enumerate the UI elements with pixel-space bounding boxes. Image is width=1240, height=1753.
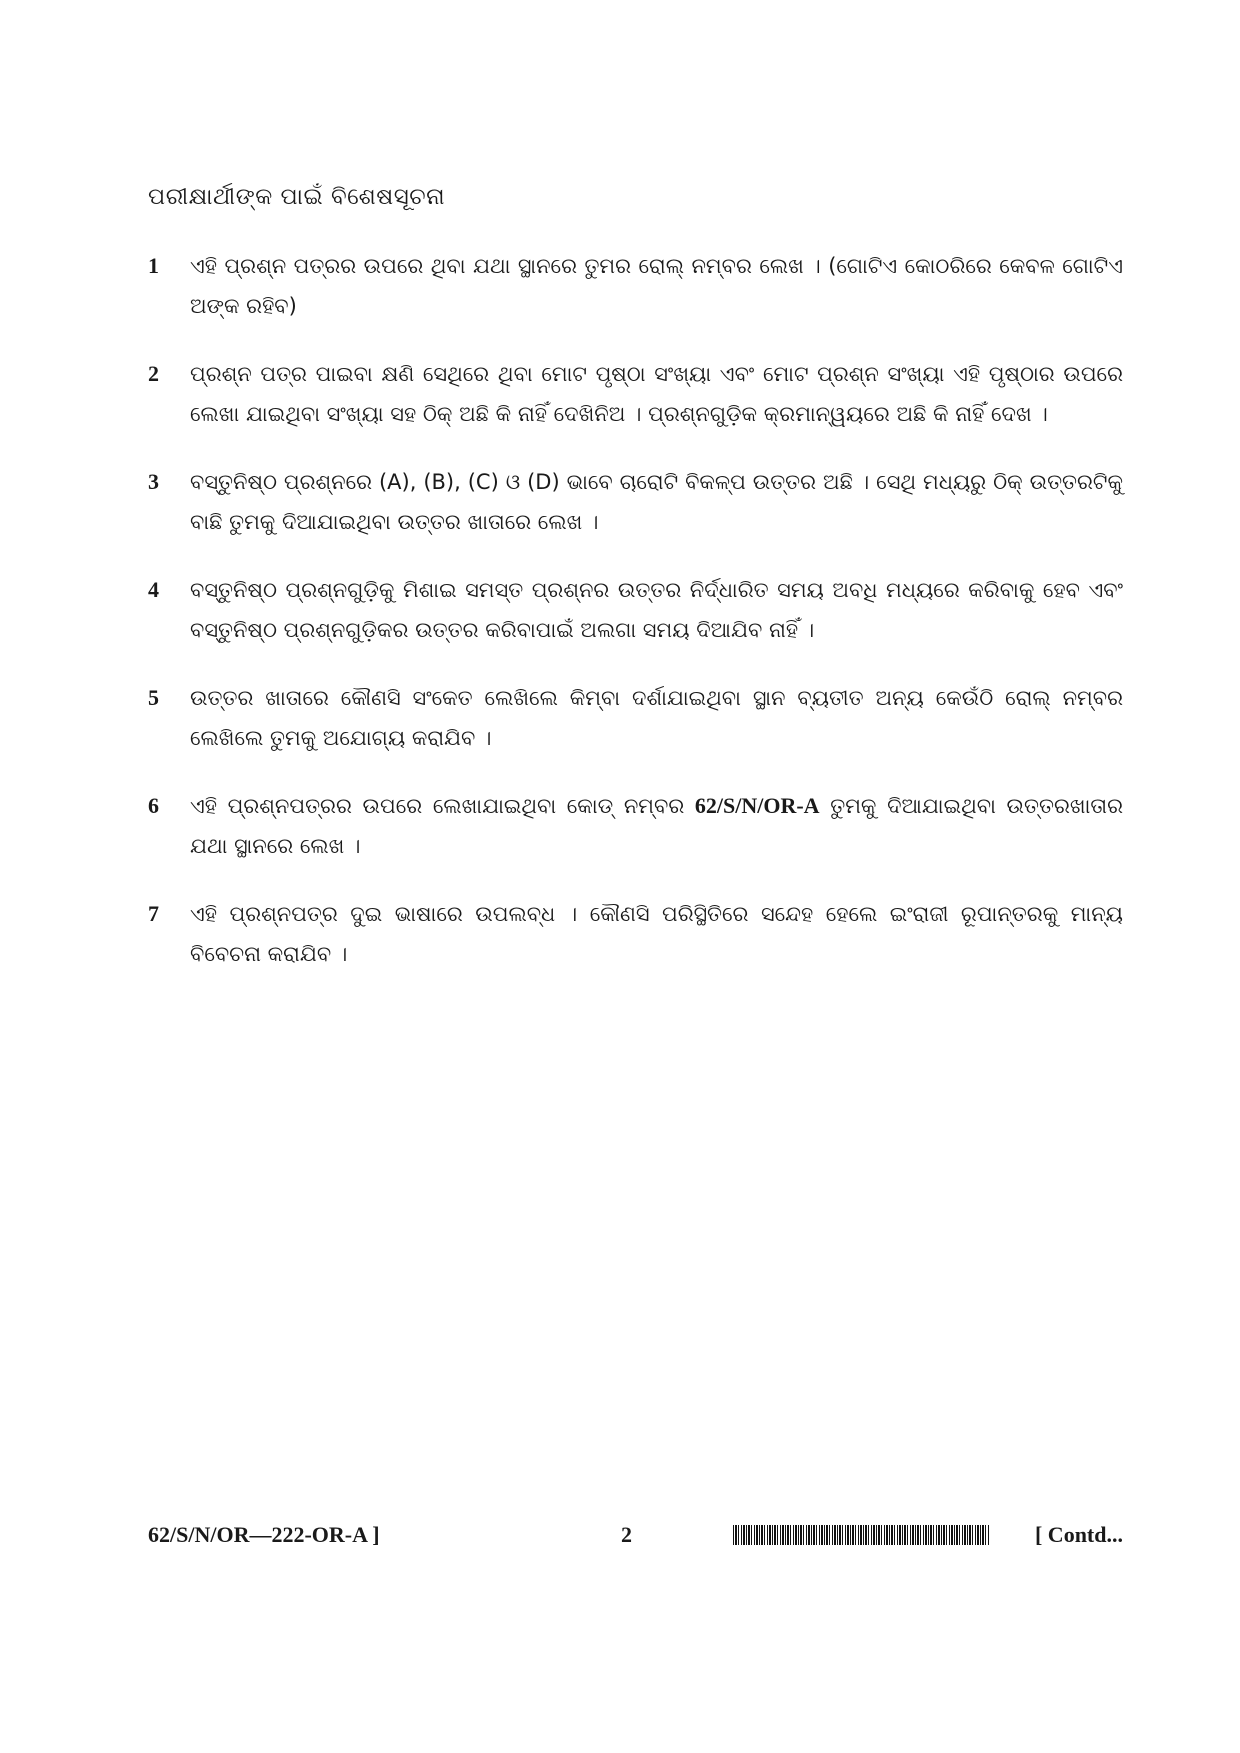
instruction-item-5 <box>148 678 1123 758</box>
instruction-item-4 <box>148 570 1123 650</box>
instruction-item-2 <box>148 354 1123 434</box>
page-heading: ପରୀକ୍ଷାର୍ଥୀଙ୍କ ପାଇଁ ବିଶେଷସୂଚନା <box>148 184 446 210</box>
instruction-item-6 <box>148 786 1123 866</box>
instruction-item-3 <box>148 462 1123 542</box>
instruction-text-before: ଏହି ପ୍ରଶ୍ନପତ୍ରର ଉପରେ ଲେଖାଯାଇଥିବା କୋଡ୍ ନମ୍ବର <box>190 794 695 818</box>
instruction-text: ବସ୍ତୁନିଷ୍ଠ ପ୍ରଶ୍ନରେ (A), (B), (C) ଓ (D) ଭାବେ ଚାରୋଟି ବିକଳ୍ପ ଉତ୍ତର ଅଛି । ସେଥି ମଧ୍ୟରୁ ଠିକ୍ ଉତ୍ତରଟିକୁ ବାଛି ତୁମକୁ ଦିଆଯାଇଥିବା ଉତ୍ତର ଖାତାରେ ଲେଖ । <box>190 470 1123 534</box>
instruction-number: 3 <box>148 469 159 494</box>
instruction-number: 2 <box>148 361 159 386</box>
instruction-text: ପ୍ରଶ୍ନ ପତ୍ର ପାଇବା କ୍ଷଣି ସେଥିରେ ଥିବା ମୋଟ ପୃଷ୍ଠା ସଂଖ୍ୟା ଏବଂ ମୋଟ ପ୍ରଶ୍ନ ସଂଖ୍ୟା ଏହି ପୃଷ୍ଠାର ଉପରେ ଲେଖା ଯାଇଥିବା ସଂଖ୍ୟା ସହ ଠିକ୍ ଅଛି କି ନାହିଁ ଦେଖିନିଅ । ପ୍ରଶ୍ନଗୁଡ଼ିକ କ୍ରମାନ୍ୱୟରେ ଅଛି କି ନାହିଁ ଦେଖ । <box>190 362 1123 426</box>
instruction-text: ବସ୍ତୁନିଷ୍ଠ ପ୍ରଶ୍ନଗୁଡ଼ିକୁ ମିଶାଇ ସମସ୍ତ ପ୍ରଶ୍ନର ଉତ୍ତର ନିର୍ଦ୍ଧାରିତ ସମୟ ଅବଧି ମଧ୍ୟରେ କରିବାକୁ ହେବ ଏବଂ ବସ୍ତୁନିଷ୍ଠ ପ୍ରଶ୍ନଗୁଡ଼ିକର ଉତ୍ତର କରିବାପାଇଁ ଅଲଗା ସମୟ ଦିଆଯିବ ନାହିଁ । <box>190 578 1123 642</box>
instruction-number: 4 <box>148 577 159 602</box>
instruction-number: 1 <box>148 253 159 278</box>
instructions-list <box>148 246 1123 1002</box>
instruction-number: 6 <box>148 793 159 818</box>
instruction-text <box>190 786 1123 866</box>
footer-paper-code: 62/S/N/OR—222-OR-A ] <box>148 1522 380 1547</box>
instruction-item-7 <box>148 894 1123 974</box>
question-code: 62/S/N/OR-A <box>694 793 820 818</box>
instruction-item-1 <box>148 246 1123 326</box>
instruction-text-after: ତୁମକୁ ଦିଆଯାଇଥିବା ଉତ୍ତରଖାତାର ଯଥା ସ୍ଥାନରେ ଲେଖ । <box>190 794 1123 858</box>
instruction-number: 7 <box>148 901 159 926</box>
instruction-text: ଏହି ପ୍ରଶ୍ନପତ୍ର ଦୁଇ ଭାଷାରେ ଉପଲବ୍ଧ । କୌଣସି ପରିସ୍ଥିତିରେ ସନ୍ଦେହ ହେଲେ ଇଂରାଜୀ ରୂପାନ୍ତରକୁ ମାନ୍ୟ ବିବେଚନା କରାଯିବ । <box>190 902 1123 966</box>
continued-label: [ Contd... <box>1034 1522 1123 1547</box>
barcode-icon <box>733 1525 989 1545</box>
page-footer <box>148 1522 1123 1552</box>
instruction-number: 5 <box>148 685 159 710</box>
instruction-text: ଉତ୍ତର ଖାତାରେ କୌଣସି ସଂକେତ ଲେଖିଲେ କିମ୍ବା ଦର୍ଶାଯାଇଥିବା ସ୍ଥାନ ବ୍ୟତୀତ ଅନ୍ୟ କେଉଁଠି ରୋଲ୍ ନମ୍ବର ଲେଖିଲେ ତୁମକୁ ଅଯୋଗ୍ୟ କରାଯିବ । <box>190 686 1123 750</box>
page-number: 2 <box>621 1522 632 1547</box>
instruction-text: ଏହି ପ୍ରଶ୍ନ ପତ୍ରର ଉପରେ ଥିବା ଯଥା ସ୍ଥାନରେ ତୁମର ରୋଲ୍ ନମ୍ବର ଲେଖ । (ଗୋଟିଏ କୋଠରିରେ କେବଳ ଗୋଟିଏ ଅଙ୍କ ରହିବ) <box>190 254 1123 318</box>
